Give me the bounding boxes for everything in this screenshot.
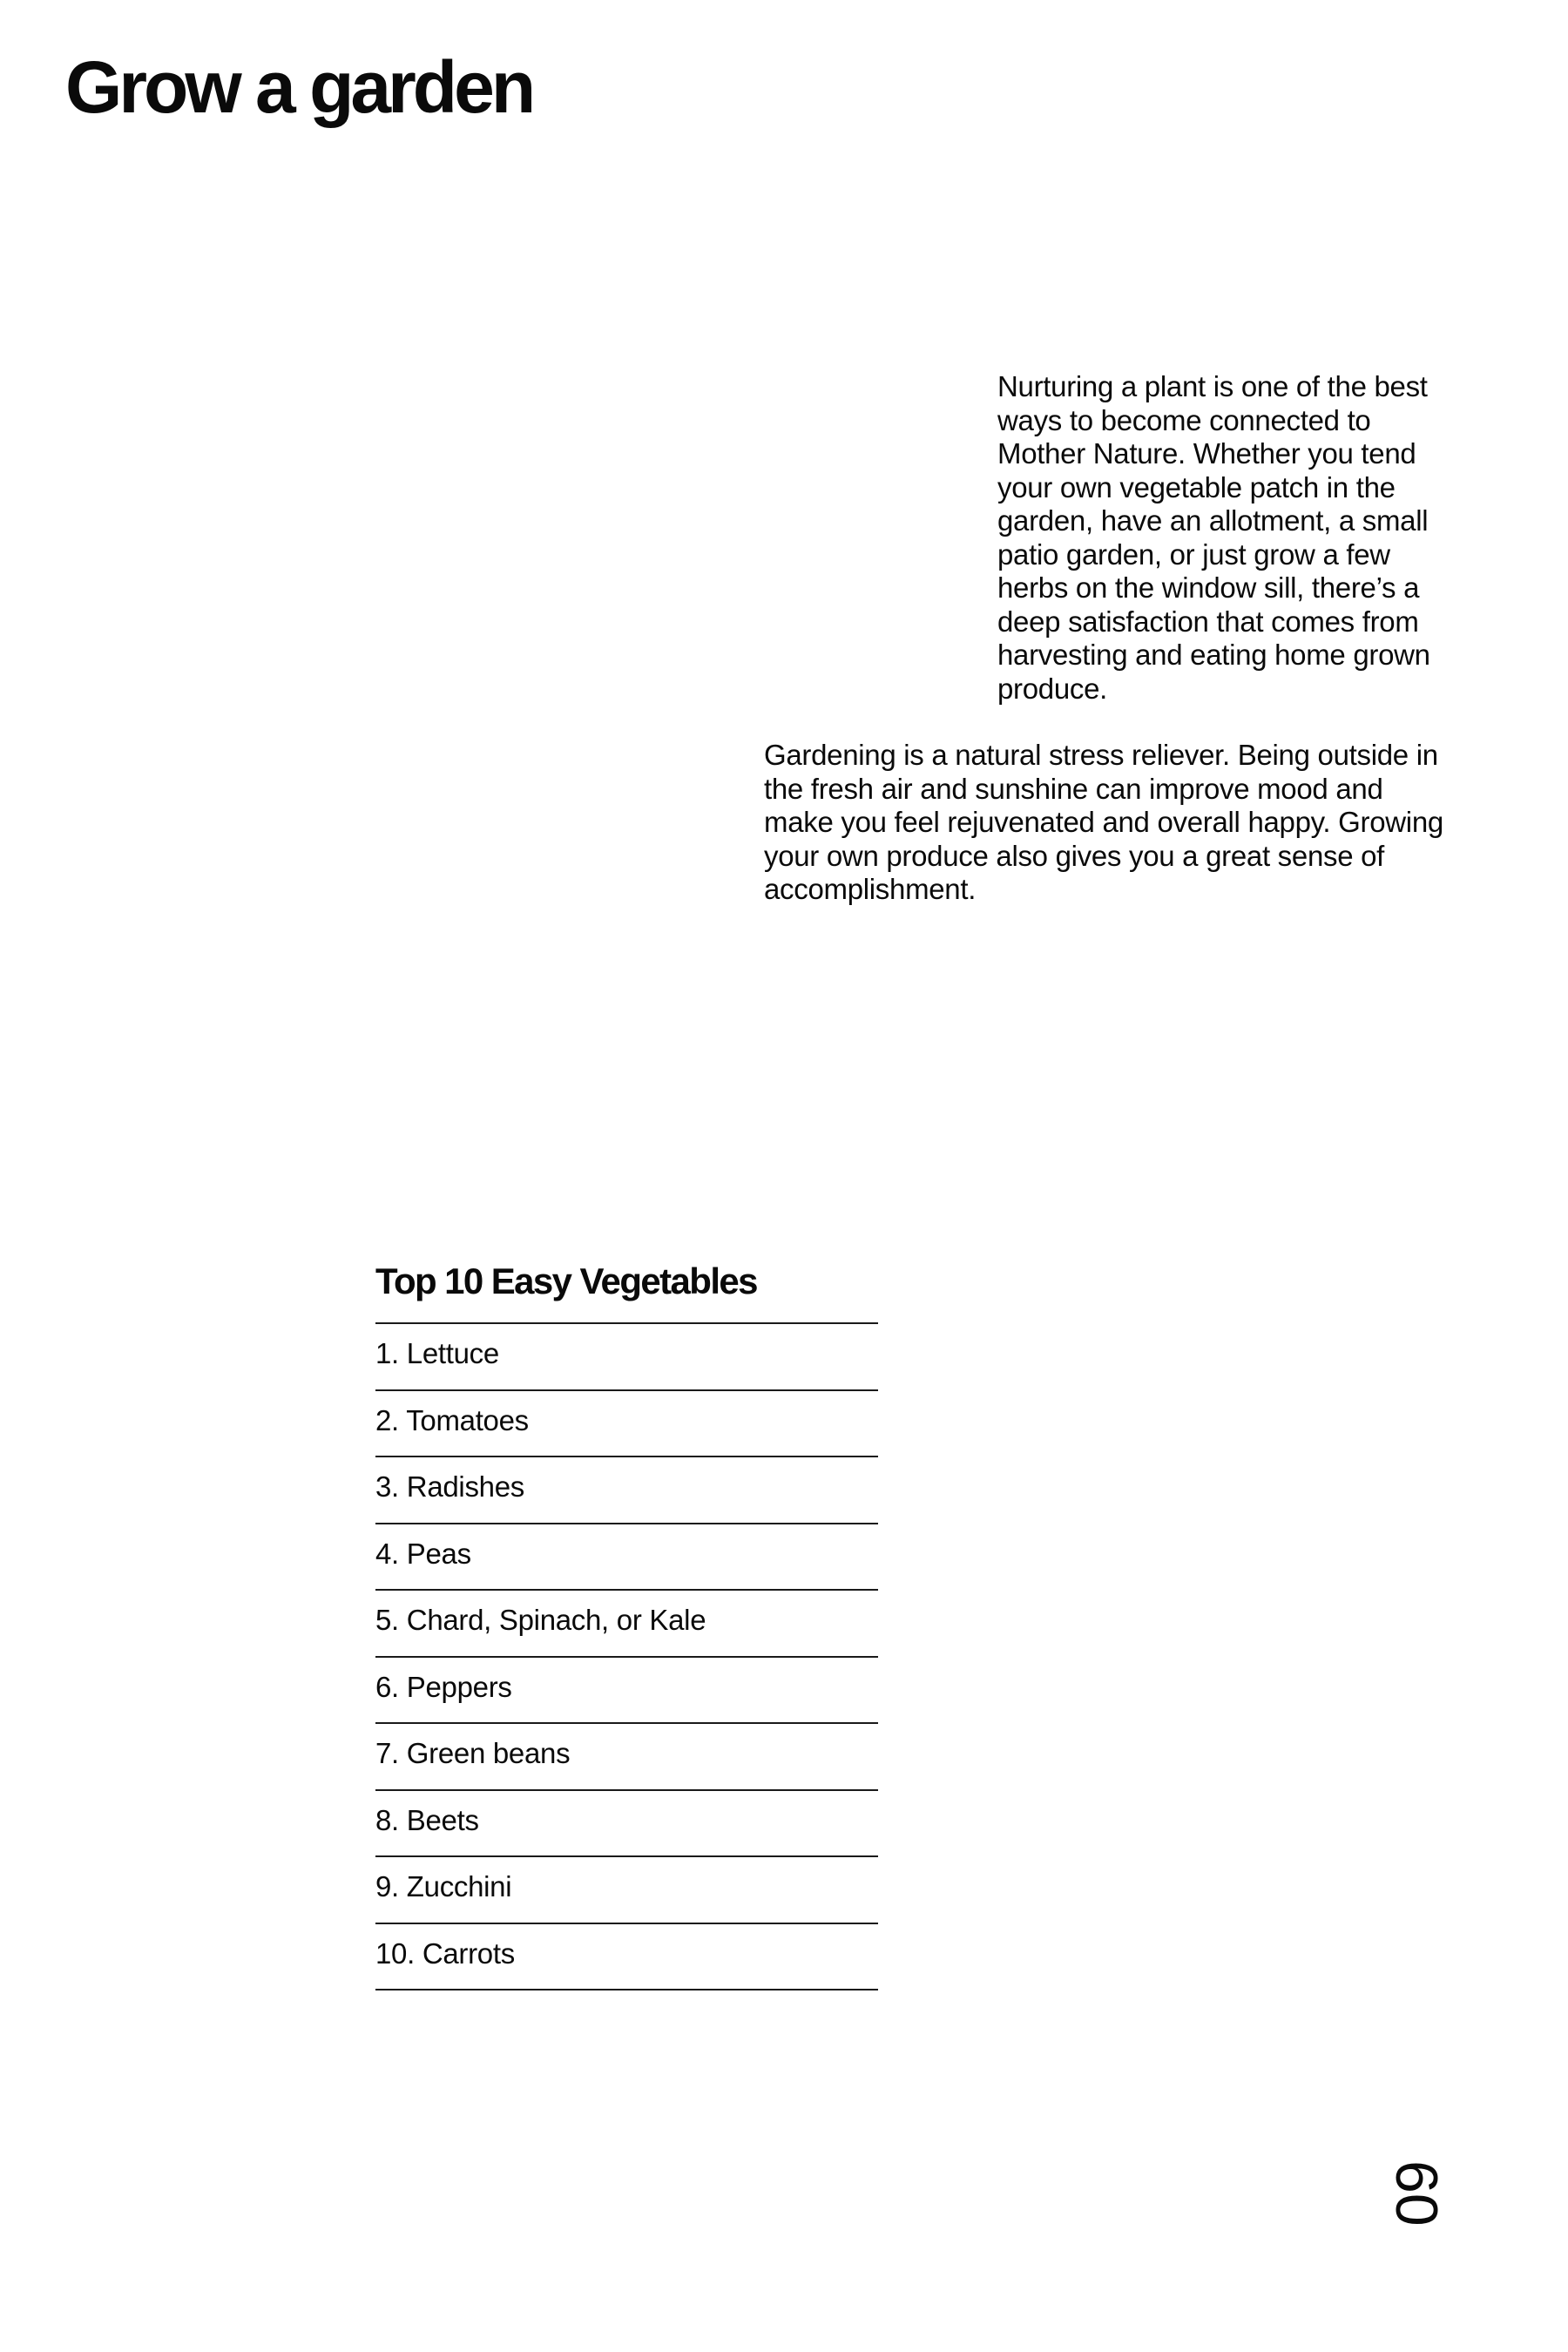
intro-paragraph: Nurturing a plant is one of the best ways to become connected to Mother Nature. Whether you tend your own vegetable patch in the garden, have an allotment, a small patio garden, or just grow a few herbs on the window sill, there’s a deep satisfaction that comes from harvesting and eating home grown produce.	[997, 370, 1430, 705]
vegetable-list	[375, 1324, 878, 1990]
vegetable-list-heading: Top 10 Easy Vegetables	[375, 1257, 878, 1324]
list-item: 9. Zucchini	[375, 1857, 878, 1924]
list-item: 10. Carrots	[375, 1924, 878, 1991]
list-item: 3. Radishes	[375, 1457, 878, 1524]
list-item: 8. Beets	[375, 1791, 878, 1858]
body-paragraph: Gardening is a natural stress reliever. Being outside in the fresh air and sunshine can improve mood and make you feel rejuvenated and overall happy. Growing your own produce also gives you a great sense of accomplishment.	[764, 739, 1443, 905]
list-item: 2. Tomatoes	[375, 1391, 878, 1458]
page-number: 60	[1383, 2160, 1450, 2227]
list-item: 5. Chard, Spinach, or Kale	[375, 1591, 878, 1658]
list-item: 1. Lettuce	[375, 1324, 878, 1391]
list-item: 7. Green beans	[375, 1724, 878, 1791]
vegetable-list-section	[375, 1257, 878, 1990]
page-title: Grow a garden	[65, 46, 533, 128]
list-item: 6. Peppers	[375, 1658, 878, 1725]
list-item: 4. Peas	[375, 1524, 878, 1592]
